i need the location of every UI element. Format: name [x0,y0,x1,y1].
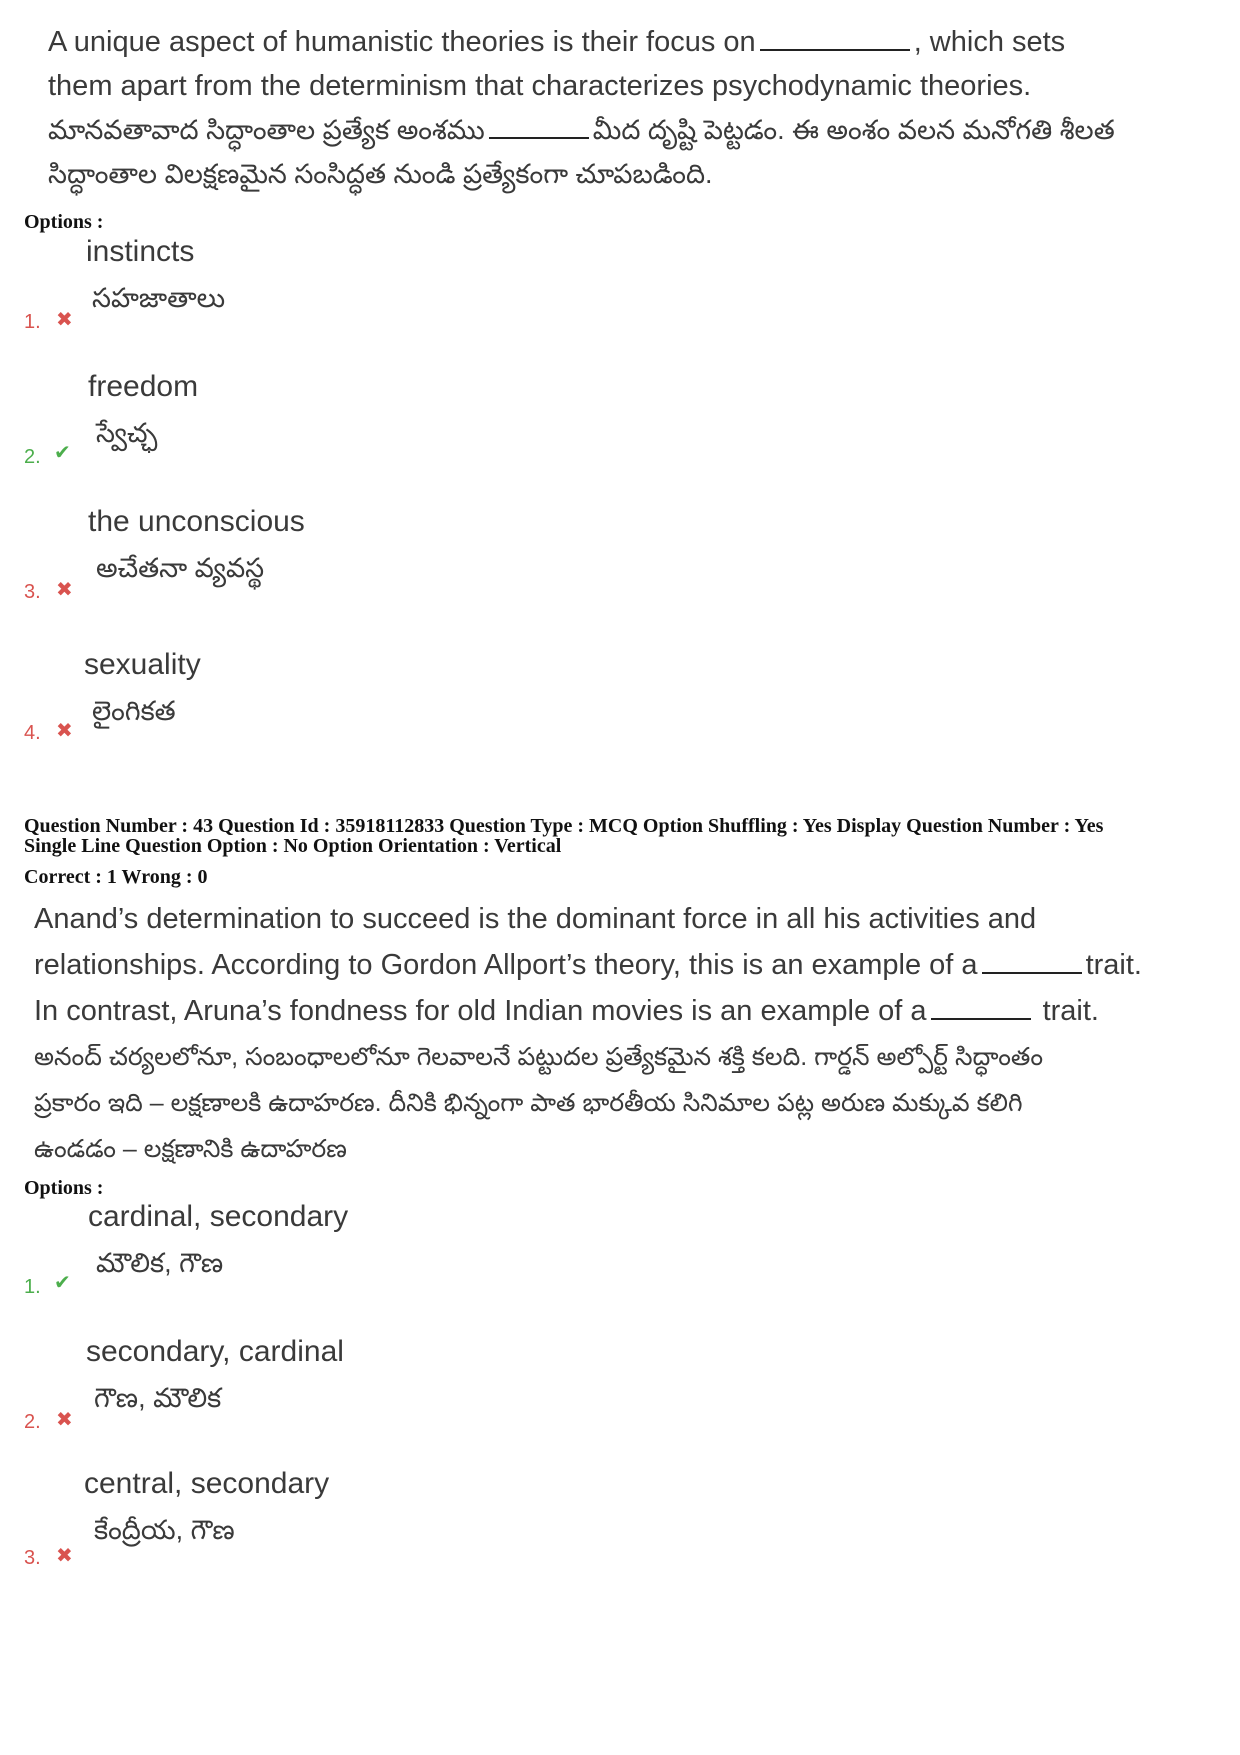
option-number: 3. [24,581,41,603]
cross-icon: ✖ [56,720,73,742]
option-telugu: గౌణ, మౌలిక [94,1383,222,1413]
question-1-english-line-2: them apart from the determinism that characterizes psychodynamic theories. [48,70,1032,102]
answer-blank [982,946,1082,974]
option-number: 2. [24,446,41,468]
check-icon: ✔ [54,1272,71,1294]
question-1-text [48,20,1198,196]
option-english: instincts [86,235,195,268]
cross-icon: ✖ [56,1545,73,1567]
question-2-telugu-line-3: ఉండడం – లక్షణానికి ఉదాహరణ [34,1135,347,1163]
question-1-telugu-line-2: సిద్ధాంతాల విలక్షణమైన సంసిద్ధత నుండి ప్రత్యేకంగా చూపబడింది. [48,159,713,189]
question-1-english-line-1: A unique aspect of humanistic theories is their focus on , which sets [48,20,1198,64]
option-english: sexuality [84,648,201,681]
question-marks: Correct : 1 Wrong : 0 [24,866,208,888]
option-telugu: మౌలిక, గౌణ [96,1248,224,1278]
question-meta-line-2: Single Line Question Option : No Option Orientation : Vertical [24,835,562,857]
options-label: Options : [24,211,104,233]
question-2-english-line-2: relationships. According to Gordon Allport’s theory, this is an example of a trait. [34,942,1214,988]
option-english: central, secondary [84,1467,330,1500]
option-number: 1. [24,1276,41,1298]
question-2-telugu-line-1: అనంద్ చర్యలలోనూ, సంబంధాలలోనూ గెలవాలనే పట్టుదల ప్రత్యేకమైన శక్తి కలది. గార్డన్ అల్పోర్ట్ సిద్ధాంతం [34,1043,1044,1071]
options-label: Options : [24,1177,104,1199]
option-telugu: స్వేచ్ఛ [96,418,158,448]
cross-icon: ✖ [56,1409,73,1431]
question-meta-line-1: Question Number : 43 Question Id : 35918112833 Question Type : MCQ Option Shuffling : Yes Display Question Number : Yes [24,815,1104,837]
check-icon: ✔ [54,442,71,464]
question-2-text [34,896,1214,1172]
question-2-english-line-1: Anand’s determination to succeed is the dominant force in all his activities and [34,903,1037,935]
cross-icon: ✖ [56,309,73,331]
option-number: 2. [24,1411,41,1433]
option-number: 1. [24,311,41,333]
question-1-telugu-line-1: మానవతావాద సిద్ధాంతాల ప్రత్యేక అంశము మీద దృష్టి పెట్టడం. ఈ అంశం వలన మనోగతి శీలత [48,108,1198,152]
option-english: cardinal, secondary [88,1200,349,1233]
option-english: freedom [88,370,199,403]
answer-blank [760,23,910,51]
option-english: secondary, cardinal [86,1335,344,1368]
option-english: the unconscious [88,505,305,538]
question-2-telugu-line-2: ప్రకారం ఇది – లక్షణాలకి ఉదాహరణ. దీనికి భిన్నంగా పాత భారతీయ సినిమాల పట్ల అరుణ మక్కువ కలిగి [34,1089,1023,1117]
answer-blank [931,992,1031,1020]
option-telugu: అచేతనా వ్యవస్థ [96,553,265,583]
question-2-english-line-3: In contrast, Aruna’s fondness for old Indian movies is an example of a trait. [34,988,1214,1034]
option-number: 3. [24,1547,41,1569]
option-telugu: కేంద్రీయ, గౌణ [94,1515,235,1545]
answer-blank [489,111,589,139]
option-telugu: సహజాతాలు [92,283,226,313]
cross-icon: ✖ [56,579,73,601]
option-number: 4. [24,722,41,744]
option-telugu: లైంగికత [92,696,176,726]
